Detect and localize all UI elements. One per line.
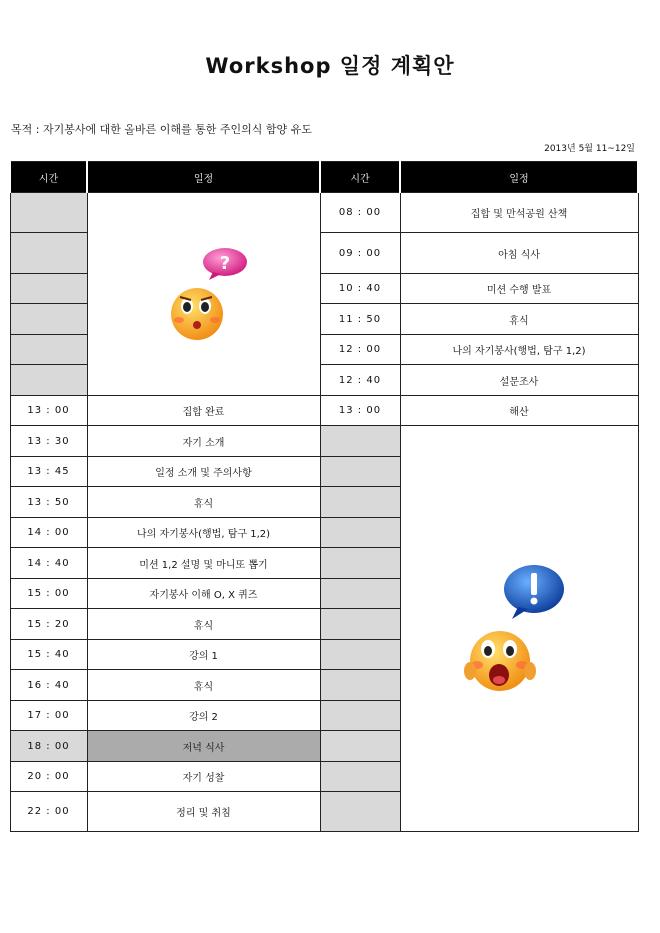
day1-event: 정리 및 취침 [87, 792, 320, 832]
day1-event: 휴식 [87, 670, 320, 701]
day2-time: 11 : 50 [320, 304, 400, 335]
day1-time: 14 : 00 [10, 518, 87, 548]
page-title: Workshop 일정 계획안 [205, 54, 455, 78]
day2-event: 미션 수행 발표 [400, 274, 638, 304]
day1-event: 일정 소개 및 주의사항 [87, 457, 320, 487]
empty-time-cell [320, 609, 400, 640]
day2-time: 08 : 00 [320, 193, 400, 233]
day1-time: 20 : 00 [10, 762, 87, 792]
exclamation-emoticon-icon [462, 563, 572, 702]
day1-event: 휴식 [87, 609, 320, 640]
day1-time: 15 : 20 [10, 609, 87, 640]
day1-event: 자기 소개 [87, 426, 320, 457]
day1-event: 휴식 [87, 487, 320, 518]
empty-time-cell [10, 233, 87, 274]
day2-time: 09 : 00 [320, 233, 400, 274]
day2-event: 해산 [400, 396, 638, 426]
question-emoticon-icon [167, 244, 251, 348]
empty-time-cell [320, 579, 400, 609]
empty-time-cell [320, 701, 400, 731]
day1-event: 강의 1 [87, 640, 320, 670]
schedule-table [9, 161, 639, 832]
empty-time-cell [10, 365, 87, 396]
day1-time: 22 : 00 [10, 792, 87, 832]
day2-event: 집합 및 만석공원 산책 [400, 193, 638, 233]
header-time-1: 시간 [10, 162, 87, 193]
day1-event: 나의 자기봉사(행법, 탐구 1,2) [87, 518, 320, 548]
day1-time: 13 : 00 [10, 396, 87, 426]
day1-time: 15 : 40 [10, 640, 87, 670]
date-text: 2013년 5월 11~12일 [544, 144, 635, 154]
day1-time: 13 : 45 [10, 457, 87, 487]
day1-time: 17 : 00 [10, 701, 87, 731]
day2-time: 12 : 00 [320, 335, 400, 365]
day2-time: 12 : 40 [320, 365, 400, 396]
empty-time-cell [10, 193, 87, 233]
empty-time-cell [10, 274, 87, 304]
purpose-text: 목적 : 자기봉사에 대한 올바른 이해를 통한 주인의식 함양 유도 [11, 123, 312, 136]
day2-event: 휴식 [400, 304, 638, 335]
header-schedule-1: 일정 [87, 162, 320, 193]
empty-time-cell [320, 426, 400, 457]
day1-event: 자기봉사 이해 O, X 퀴즈 [87, 579, 320, 609]
empty-time-cell [320, 548, 400, 579]
day1-time: 16 : 40 [10, 670, 87, 701]
empty-time-cell [320, 487, 400, 518]
empty-time-cell [320, 762, 400, 792]
day1-time: 15 : 00 [10, 579, 87, 609]
day2-time: 13 : 00 [320, 396, 400, 426]
day1-event: 미션 1,2 설명 및 마니또 뽑기 [87, 548, 320, 579]
day1-time: 13 : 30 [10, 426, 87, 457]
empty-time-cell [320, 792, 400, 832]
day2-time: 10 : 40 [320, 274, 400, 304]
empty-time-cell [320, 640, 400, 670]
empty-time-cell [320, 518, 400, 548]
empty-time-cell [320, 731, 400, 762]
day2-event: 나의 자기봉사(행법, 탐구 1,2) [400, 335, 638, 365]
empty-time-cell [10, 304, 87, 335]
svg-text:?: ? [219, 253, 231, 274]
header-time-2: 시간 [320, 162, 400, 193]
day1-time: 14 : 40 [10, 548, 87, 579]
day2-event: 설문조사 [400, 365, 638, 396]
day1-time: 13 : 50 [10, 487, 87, 518]
empty-time-cell [10, 335, 87, 365]
day1-event: 저녁 식사 [87, 731, 320, 762]
empty-time-cell [320, 457, 400, 487]
day2-event: 아침 식사 [400, 233, 638, 274]
day1-event: 집합 완료 [87, 396, 320, 426]
empty-time-cell [320, 670, 400, 701]
day1-event: 자기 성찰 [87, 762, 320, 792]
day1-time: 18 : 00 [10, 731, 87, 762]
header-schedule-2: 일정 [400, 162, 638, 193]
day1-event: 강의 2 [87, 701, 320, 731]
